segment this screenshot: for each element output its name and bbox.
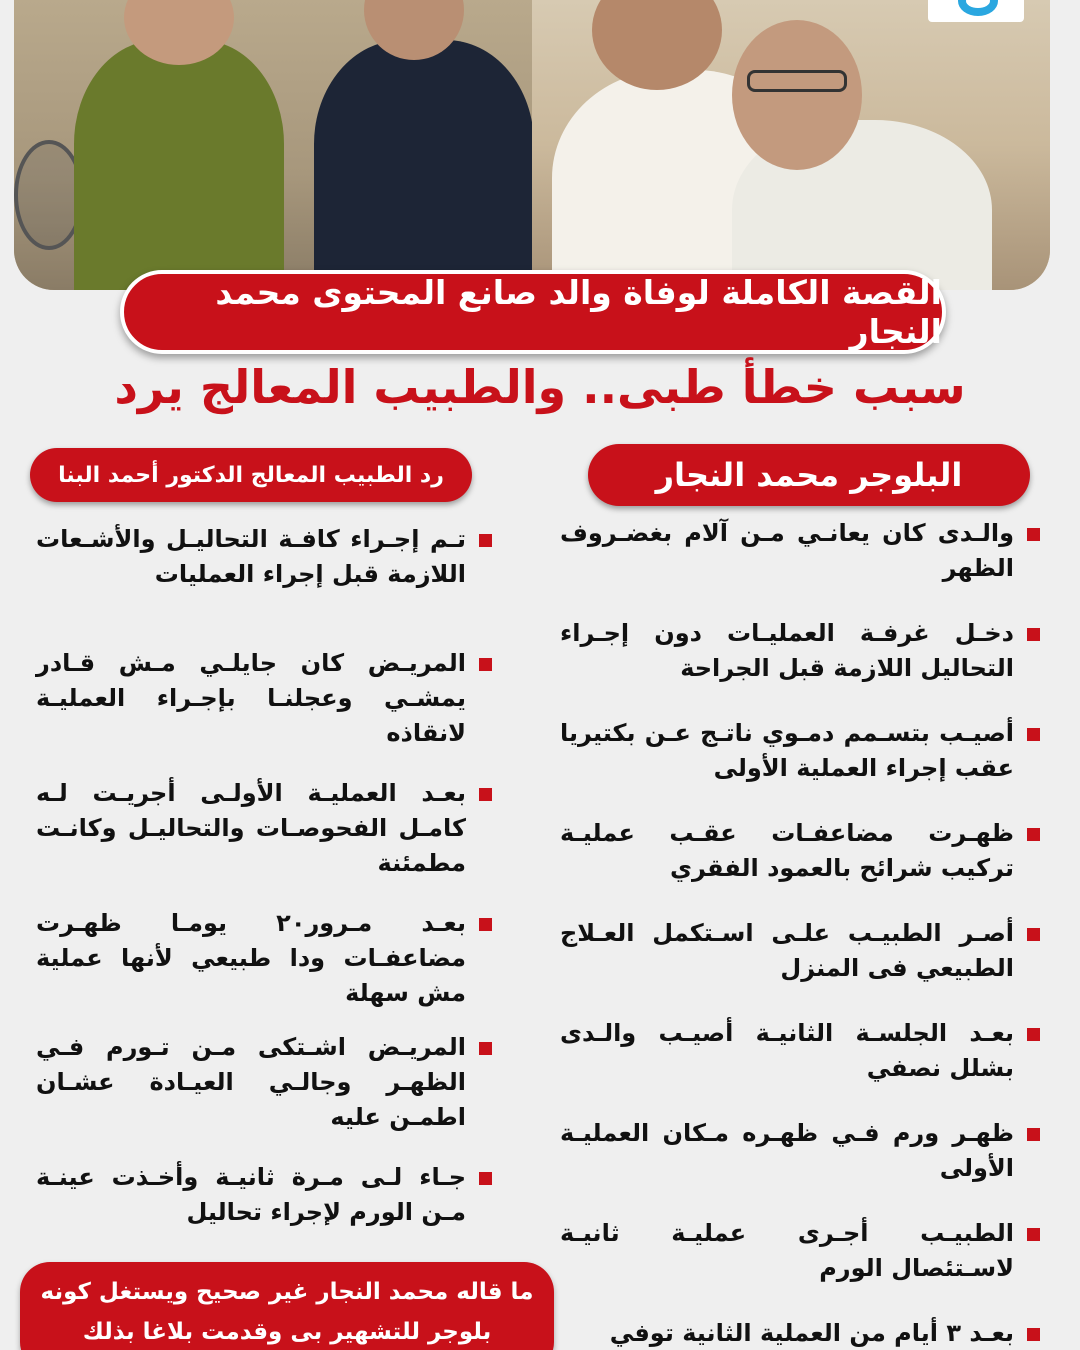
list-item: دخـل غرفـة العمليـات دون إجـراء التحاليل اللازمة قبل الجراحة	[560, 616, 1040, 716]
headline-text: القصة الكاملة لوفاة والد صانع المحتوى محمد النجار	[215, 273, 942, 351]
list-item: تـم إجـراء كافـة التحاليـل والأشـعات اللازمة قبل إجراء العمليات	[36, 522, 492, 646]
bullet-square-icon	[479, 788, 492, 801]
photo-right-panel	[532, 0, 1050, 290]
list-item: بعـد الجلسـة الثانيـة أصيـب والـدى بشلل نصفي	[560, 1016, 1040, 1116]
blogger-claims-list	[560, 516, 1040, 1350]
bullet-square-icon	[479, 534, 492, 547]
list-item: أصيـب بتسـمم دمـوي ناتـج عـن بكتيريا عقب إجراء العملية الأولى	[560, 716, 1040, 816]
list-item: بعـد ٣ أيام من العملية الثانية توفي	[560, 1316, 1040, 1350]
bullet-square-icon	[479, 918, 492, 931]
bullet-square-icon	[479, 1172, 492, 1185]
photo-left-panel	[14, 0, 532, 290]
header-photo	[14, 0, 1050, 290]
bullet-square-icon	[1027, 528, 1040, 541]
doctor-response-list	[36, 522, 492, 1284]
logo-mark-icon	[958, 0, 998, 16]
bullet-square-icon	[1027, 1028, 1040, 1041]
list-item: المريـض اشـتكى مـن تـورم فـي الظهـر وجالـي العيـادة عشـان اطمـن عليه	[36, 1030, 492, 1160]
bullet-square-icon	[1027, 728, 1040, 741]
blogger-column-header: البلوجر محمد النجار	[588, 444, 1030, 506]
channel-logo	[928, 0, 1024, 22]
bullet-square-icon	[479, 1042, 492, 1055]
bullet-square-icon	[1027, 1328, 1040, 1341]
doctor-column-header: رد الطبيب المعالج الدكتور أحمد البنا	[30, 448, 472, 502]
list-item: أصـر الطبيـب علـى اسـتكمل العـلاج الطبيعي فى المنزل	[560, 916, 1040, 1016]
bullet-square-icon	[1027, 828, 1040, 841]
list-item: بعـد مـرور٢٠ يومـا ظهـرت مضاعفـات ودا طبيعي لأنها عملية مش سهلة	[36, 906, 492, 1030]
person-two-scrubs	[314, 40, 534, 290]
bullet-square-icon	[1027, 1228, 1040, 1241]
bullet-square-icon	[1027, 1128, 1040, 1141]
doctor-statement-text: ما قاله محمد النجار غير صحيح ويستغل كونه بلوجر للتشهير بى وقدمت بلاغا بذلك	[40, 1279, 534, 1345]
subheadline: سبب خطأ طبى.. والطبيب المعالج يرد	[114, 360, 966, 414]
list-item: ظهـرت مضاعفـات عقـب عمليـة تركيب شرائح بالعمود الفقري	[560, 816, 1040, 916]
doctor-statement-banner	[20, 1262, 554, 1350]
bullet-square-icon	[479, 658, 492, 671]
list-item: المريـض كان جايلـي مـش قـادر يمشـي وعجلنـا بإجـراء العمليـة لانقاذه	[36, 646, 492, 776]
list-item: جـاء لـى مـرة ثانيـة وأخـذت عينـة مـن الورم لإجراء تحاليل	[36, 1160, 492, 1284]
list-item: بعـد العمليـة الأولـى أجريـت لـه كامـل الفحوصـات والتحاليـل وكانـت مطمئنة	[36, 776, 492, 906]
list-item: الطبيـب أجـرى عمليـة ثانيـة لاسـتئصال الورم	[560, 1216, 1040, 1316]
bullet-square-icon	[1027, 928, 1040, 941]
person-one-shirt	[74, 40, 284, 290]
bullet-square-icon	[1027, 628, 1040, 641]
headline-banner	[120, 270, 946, 354]
list-item: ظهـر ورم فـي ظهـره مـكان العمليـة الأولى	[560, 1116, 1040, 1216]
list-item: والـدى كان يعانـي مـن آلام بغضـروف الظهر	[560, 516, 1040, 616]
glasses-shape	[747, 70, 847, 92]
person-four-head	[732, 20, 862, 170]
